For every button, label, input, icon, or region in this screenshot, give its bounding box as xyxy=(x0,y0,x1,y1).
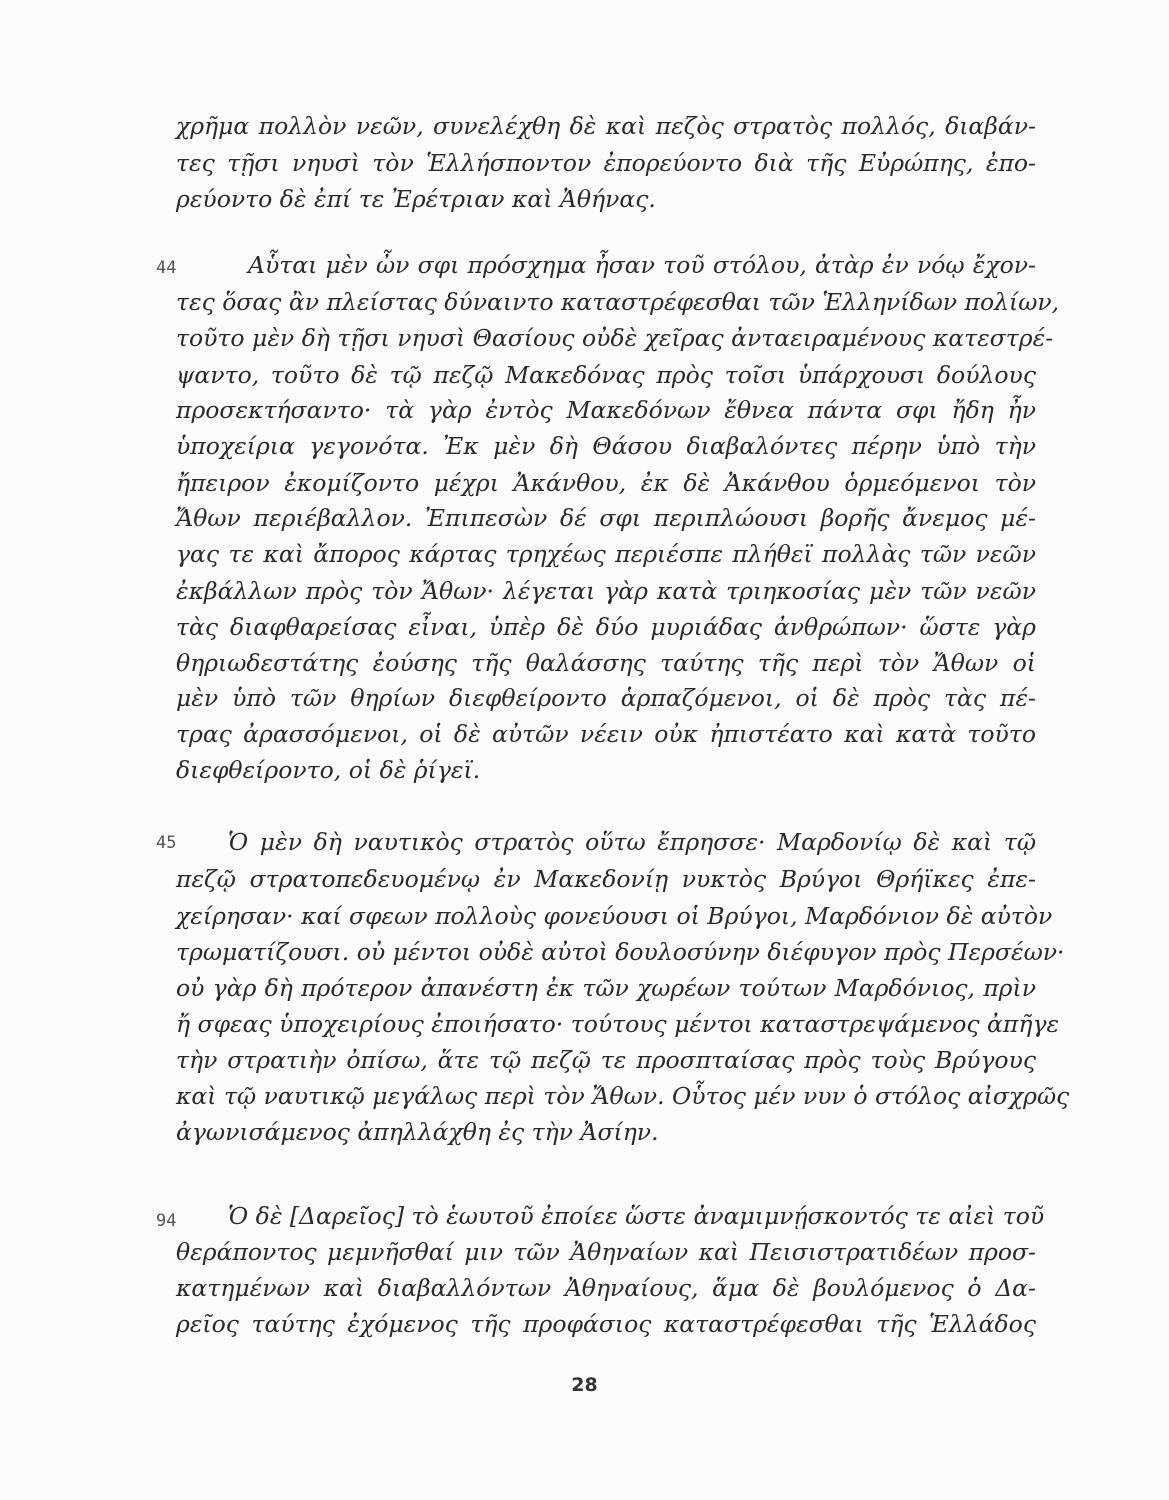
text-line: ἤ σφεας ὑποχειρίους ἐποιήσατο· τούτους μέντοι καταστρεψάμενος ἀπῆγε xyxy=(176,1010,1060,1038)
text-line: ρεῖος ταύτης ἐχόμενος τῆς προφάσιος καταστρέφεσθαι τῆς Ἑλλάδος xyxy=(176,1310,1036,1338)
text-line: χείρησαν· καί σφεων πολλοὺς φονεύουσι οἱ Βρύγοι, Μαρδόνιον δὲ αὐτὸν xyxy=(176,902,1053,930)
text-line: οὐ γὰρ δὴ πρότερον ἀπανέστη ἐκ τῶν χωρέων τούτων Μαρδόνιος, πρὶν xyxy=(176,974,1036,1002)
text-line: διεφθείροντο, οἱ δὲ ῥίγεϊ. xyxy=(176,756,481,784)
text-line: τοῦτο μὲν δὴ τῇσι νηυσὶ Θασίους οὐδὲ χεῖρας ἀνταειραμένους κατεστρέ- xyxy=(176,324,1054,352)
page-number: 28 xyxy=(571,1374,598,1396)
text-line: θεράποντος μεμνῆσθαί μιν τῶν Ἀθηναίων καὶ Πεισιστρατιδέων προσ- xyxy=(176,1238,1036,1266)
text-line: τὴν στρατιὴν ὀπίσω, ἅτε τῷ πεζῷ τε προσπταίσας πρὸς τοὺς Βρύγους xyxy=(176,1046,1036,1074)
text-line: τρας ἀρασσόμενοι, οἱ δὲ αὐτῶν νέειν οὐκ ἠπιστέατο καὶ κατὰ τοῦτο xyxy=(176,720,1036,748)
section-number-45: 45 xyxy=(156,833,177,853)
text-line: Ὁ δὲ [Δαρεῖος] τὸ ἑωυτοῦ ἐποίεε ὥστε ἀναμιμνῄσκοντός τε αἰεὶ τοῦ xyxy=(228,1202,1045,1230)
text-line: ἀγωνισάμενος ἀπηλλάχθη ἐς τὴν Ἀσίην. xyxy=(176,1118,659,1146)
text-line: τες τῇσι νηυσὶ τὸν Ἑλλήσποντον ἐπορεύοντο διὰ τῆς Εὐρώπης, ἐπο- xyxy=(176,149,1036,177)
text-line: τες ὅσας ἂν πλείστας δύναιντο καταστρέφεσθαι τῶν Ἑλληνίδων πολίων, xyxy=(176,288,1060,316)
text-line: θηριωδεστάτης ἐούσης τῆς θαλάσσης ταύτης τῆς περὶ τὸν Ἄθων οἱ xyxy=(176,649,1036,677)
text-line: Ὁ μὲν δὴ ναυτικὸς στρατὸς οὕτω ἔπρησσε· Μαρδονίῳ δὲ καὶ τῷ xyxy=(228,828,1036,856)
text-line: γας τε καὶ ἄπορος κάρτας τρηχέως περιέσπε πλήθεϊ πολλὰς τῶν νεῶν xyxy=(176,540,1036,568)
text-line: προσεκτήσαντο· τὰ γὰρ ἐντὸς Μακεδόνων ἔθνεα πάντα σφι ἤδη ἦν xyxy=(176,396,1036,424)
section-number-44: 44 xyxy=(156,258,177,278)
text-line: Ἄθων περιέβαλλον. Ἐπιπεσὼν δέ σφι περιπλώουσι βορῆς ἄνεμος μέ- xyxy=(176,504,1036,532)
text-line: πεζῷ στρατοπεδευομένῳ ἐν Μακεδονίῃ νυκτὸς Βρύγοι Θρήϊκες ἐπε- xyxy=(176,865,1036,893)
text-line: ἐκβάλλων πρὸς τὸν Ἄθων· λέγεται γὰρ κατὰ τριηκοσίας μὲν τῶν νεῶν xyxy=(176,577,1036,605)
section-number-94: 94 xyxy=(156,1211,177,1231)
text-line: χρῆμα πολλὸν νεῶν, συνελέχθη δὲ καὶ πεζὸς στρατὸς πολλός, διαβάν- xyxy=(176,112,1036,140)
text-line: μὲν ὑπὸ τῶν θηρίων διεφθείροντο ἁρπαζόμενοι, οἱ δὲ πρὸς τὰς πέ- xyxy=(176,684,1036,712)
text-line: τρωματίζουσι. οὐ μέντοι οὐδὲ αὐτοὶ δουλοσύνην διέφυγον πρὸς Περσέων· xyxy=(176,938,1065,966)
text-line: ἤπειρον ἐκομίζοντο μέχρι Ἀκάνθου, ἐκ δὲ Ἀκάνθου ὁρμεόμενοι τὸν xyxy=(176,469,1036,497)
text-line: ρεύοντο δὲ ἐπί τε Ἐρέτριαν καὶ Ἀθήνας. xyxy=(176,185,656,213)
text-line: τὰς διαφθαρείσας εἶναι, ὑπὲρ δὲ δύο μυριάδας ἀνθρώπων· ὥστε γὰρ xyxy=(176,613,1036,641)
text-line: κατημένων καὶ διαβαλλόντων Ἀθηναίους, ἅμα δὲ βουλόμενος ὁ Δα- xyxy=(176,1274,1036,1302)
text-line: Αὗται μὲν ὦν σφι πρόσχημα ἦσαν τοῦ στόλου, ἀτὰρ ἐν νόῳ ἔχον- xyxy=(248,251,1036,279)
text-line: ὑποχείρια γεγονότα. Ἐκ μὲν δὴ Θάσου διαβαλόντες πέρην ὑπὸ τὴν xyxy=(176,432,1036,460)
text-line: ψαντο, τοῦτο δὲ τῷ πεζῷ Μακεδόνας πρὸς τοῖσι ὑπάρχουσι δούλους xyxy=(176,361,1036,389)
text-line: καὶ τῷ ναυτικῷ μεγάλως περὶ τὸν Ἄθων. Οὗτος μέν νυν ὁ στόλος αἰσχρῶς xyxy=(176,1082,1070,1110)
